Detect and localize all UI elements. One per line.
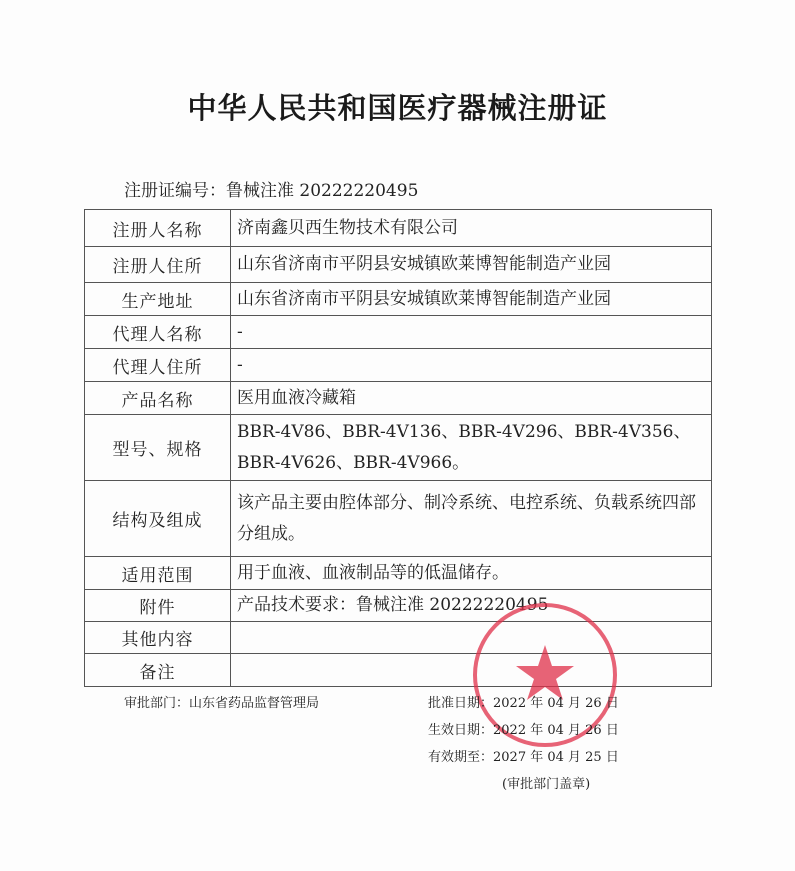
row-label: 注册人名称 — [85, 210, 231, 247]
table-row — [85, 283, 712, 316]
table-row — [85, 557, 712, 590]
table-row — [85, 481, 712, 557]
valid-until: 有效期至：2027 年 04 月 25 日 — [428, 750, 619, 765]
table-row — [85, 349, 712, 382]
row-value: 济南鑫贝西生物技术有限公司 — [231, 210, 712, 247]
row-label: 备注 — [85, 654, 231, 687]
row-label: 注册人住所 — [85, 247, 231, 283]
row-label: 结构及组成 — [85, 481, 231, 557]
seal-note: (审批部门盖章) — [502, 777, 591, 792]
row-label: 附件 — [85, 590, 231, 622]
row-value: BBR-4V86、BBR-4V136、BBR-4V296、BBR-4V356、BBR-4V626、BBR-4V966。 — [231, 415, 712, 481]
row-value: 该产品主要由腔体部分、制冷系统、电控系统、负载系统四部分组成。 — [231, 481, 712, 557]
row-value: 产品技术要求：鲁械注准 20222220495 — [231, 590, 712, 622]
row-label: 代理人住所 — [85, 349, 231, 382]
row-value: 山东省济南市平阴县安城镇欧莱博智能制造产业园 — [231, 283, 712, 316]
row-label: 适用范围 — [85, 557, 231, 590]
row-value: 用于血液、血液制品等的低温储存。 — [231, 557, 712, 590]
registration-number: 注册证编号：鲁械注准 20222220495 — [124, 181, 419, 201]
table-row — [85, 415, 712, 481]
table-row — [85, 210, 712, 247]
row-label: 其他内容 — [85, 622, 231, 654]
table-row — [85, 382, 712, 415]
row-value: 山东省济南市平阴县安城镇欧莱博智能制造产业园 — [231, 247, 712, 283]
approval-date: 批准日期：2022 年 04 月 26 日 — [428, 696, 619, 711]
row-label: 产品名称 — [85, 382, 231, 415]
row-value: - — [231, 316, 712, 349]
table-row — [85, 247, 712, 283]
row-label: 型号、规格 — [85, 415, 231, 481]
effective-date: 生效日期：2022 年 04 月 26 日 — [428, 723, 619, 738]
document-title: 中华人民共和国医疗器械注册证 — [187, 91, 608, 125]
row-label: 代理人名称 — [85, 316, 231, 349]
row-value: 医用血液冷藏箱 — [231, 382, 712, 415]
row-label: 生产地址 — [85, 283, 231, 316]
approval-department: 审批部门：山东省药品监督管理局 — [124, 696, 320, 711]
row-value: - — [231, 349, 712, 382]
table-row — [85, 316, 712, 349]
